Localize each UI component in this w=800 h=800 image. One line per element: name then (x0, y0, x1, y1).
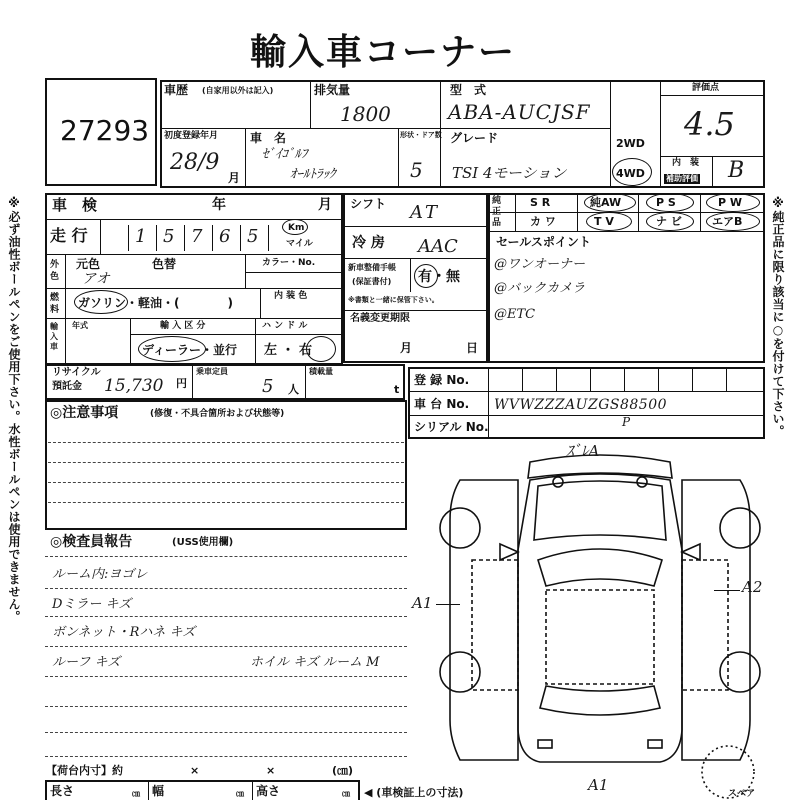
inspector-title: ◎検査員報告 (50, 534, 133, 550)
name-change-month: 月 (400, 341, 413, 355)
mirror-right (682, 544, 700, 560)
wheel-rear-right (720, 652, 760, 692)
roof (546, 590, 654, 684)
option-airbag-circle (706, 212, 760, 231)
right-side (682, 480, 750, 760)
import-class-label: 輸 入 区 分 (160, 321, 206, 331)
left-side (450, 480, 518, 760)
left-door (472, 560, 518, 690)
car-name-line2: ｵｰﾙﾄﾗｯｸ (290, 167, 336, 182)
cargo-title: 【荷台内寸】約 (46, 764, 123, 777)
options-side-label: 純正品 (492, 196, 502, 228)
option-ps: P S (656, 196, 676, 209)
shift-label: シフト (350, 197, 387, 211)
wheel-front-right (720, 508, 760, 548)
cargo-length-cm: ㎝ (132, 789, 140, 798)
cargo-note: ◀ (車検証上の寸法) (364, 786, 464, 799)
displacement-value: 1800 (340, 102, 391, 126)
fuel-side-label: 燃料 (50, 293, 60, 315)
model-value: ABA-AUCJSF (448, 100, 591, 124)
shaken-year: 年 (212, 197, 226, 213)
displacement-label: 排気量 (314, 83, 351, 97)
import-class-value: ディーラー・並行 (142, 343, 238, 357)
color-value: アオ (82, 271, 110, 287)
doors-label: 形状・ドア数 (400, 131, 442, 139)
handle-right-circle (306, 336, 336, 362)
option-ps-circle (646, 193, 694, 212)
cargo-height-label: 高さ (256, 784, 281, 798)
mile-label: マイル (286, 239, 313, 249)
mileage-label: 走 行 (50, 226, 88, 245)
model-label: 型 式 (450, 83, 487, 97)
right-side-note: ※純正品に限り該当に○を付けて下さい。 (771, 196, 785, 438)
chassis-no-value: WVWZZZAUZGS88500 (494, 397, 668, 413)
interior-label: 内 装 (672, 158, 700, 168)
interior-sub: 補助評価 (666, 174, 698, 183)
sales-point-3: @ETC (494, 307, 536, 322)
km-circle (282, 219, 308, 235)
import-dealer-circle (138, 336, 206, 362)
cargo-height-cm: ㎝ (342, 789, 350, 798)
history-label: 車歴 (164, 83, 189, 97)
spare-label: スペア (728, 789, 756, 799)
mileage-digit-5: 5 (247, 226, 259, 247)
option-pw: P W (718, 196, 743, 209)
cargo-width-cm: ㎝ (236, 789, 244, 798)
manual-yes-circle (414, 264, 438, 288)
rear-damage-mark: A1 (588, 776, 609, 794)
inspector-line-4: ルーフ キズ (52, 655, 121, 670)
sales-point-2: @バックカメラ (494, 281, 586, 296)
first-reg-value: 28/9 (170, 150, 220, 175)
manual-note: ※書類と一緒に保管下さい。 (348, 296, 439, 304)
rating-value: 4.5 (684, 105, 735, 143)
chassis-no-label: 車 台 No. (414, 397, 470, 411)
grade-label: グレード (450, 131, 499, 145)
left-damage-mark: A1 (412, 594, 433, 612)
car-body (518, 474, 682, 762)
grade-value: TSI 4モーション (452, 164, 567, 182)
ac-label: 冷 房 (352, 235, 385, 251)
car-diagram (420, 440, 780, 800)
cargo-times-1: × (190, 764, 200, 777)
manual-options: 有・無 (418, 269, 460, 285)
capacity-value: 5 (262, 376, 274, 397)
color-repaint-label: 色替 (152, 257, 177, 271)
wheel-rear-left (440, 652, 480, 692)
mileage-digit-1: 1 (135, 226, 147, 247)
km-label: Km (288, 223, 305, 233)
inspector-line-1: ルーム内:ヨゴレ (52, 567, 148, 582)
recycle-label1: リサイクル (52, 367, 101, 378)
left-side-note: ※必ず油性ボールペンをご使用下さい。水性ボールペンは使用できません。 (7, 196, 21, 623)
capacity-label: 乗車定員 (196, 367, 228, 376)
sales-points-label: セールスポイント (496, 235, 591, 249)
option-navi: ナ ビ (656, 215, 682, 228)
option-leather: カ ワ (530, 215, 556, 228)
handle-value: 左 ・ 右 (264, 343, 313, 358)
headlight-right (637, 477, 647, 487)
option-navi-circle (646, 212, 694, 231)
recycle-label2: 預託金 (52, 381, 82, 392)
notes-subtitle: (修復・不具合箇所および状態等) (150, 409, 285, 419)
rear-window (540, 686, 660, 715)
option-tv: T V (594, 215, 614, 228)
page-title: 輸入車コーナー (250, 32, 517, 73)
left-damage-arrow (436, 604, 460, 605)
recycle-value: 15,730 (104, 376, 164, 396)
manual-label1: 新車整備手帳 (348, 263, 396, 272)
wheel-front-left (440, 508, 480, 548)
hood (534, 481, 666, 540)
inspector-line-5: ホイル キズ ルーム M (250, 655, 380, 670)
recycle-yen: 円 (176, 377, 187, 390)
mirror-left (500, 544, 518, 560)
cargo-grid (45, 780, 360, 800)
drive-2wd: 2WD (616, 137, 645, 150)
car-name-line1: ｾﾞｲｺﾞﾙﾌ (262, 147, 308, 162)
inspector-subtitle: (USS使用欄) (172, 537, 234, 548)
load-label: 積載量 (309, 367, 333, 376)
rear-light-right (648, 740, 662, 748)
rear-light-left (538, 740, 552, 748)
name-change-label: 名義変更期限 (350, 313, 410, 324)
color-original-label: 元色 (76, 257, 101, 271)
right-damage-arrow (714, 590, 740, 591)
shaken-label: 車 検 (52, 196, 98, 214)
cargo-times-2: × (266, 764, 276, 777)
windshield (538, 549, 662, 586)
first-reg-month: 月 (228, 171, 241, 185)
mileage-digit-3: 7 (191, 226, 203, 247)
cargo-length-label: 長さ (50, 784, 75, 798)
fuel-options: ガソリン・軽油・( ) (78, 296, 233, 310)
rating-label: 評価点 (692, 83, 720, 93)
handle-label: ハ ン ド ル (262, 321, 308, 331)
option-tv-circle (586, 212, 632, 231)
interior-color-label: 内 装 色 (274, 291, 308, 301)
doors-value: 5 (410, 158, 423, 182)
headlight-left (553, 477, 563, 487)
color-no-label: カラー・No. (262, 258, 316, 268)
load-unit: t (394, 383, 400, 396)
option-pw-circle (706, 193, 760, 212)
drive-4wd: 4WD (616, 167, 645, 180)
cargo-width-label: 幅 (152, 784, 165, 798)
serial-no-label: シリアル No. (414, 420, 489, 434)
inspector-line-2: Dミラー キズ (52, 597, 132, 612)
chassis-mark: P (622, 415, 631, 429)
import-year-label: 年式 (72, 321, 88, 330)
history-note: (自家用以外は記入) (202, 86, 274, 95)
mileage-digit-4: 6 (219, 226, 231, 247)
option-aw: 純AW (590, 196, 622, 209)
color-side-label: 外色 (50, 260, 60, 282)
first-reg-label: 初度登録年月 (164, 131, 219, 141)
option-sr: S R (530, 196, 551, 209)
car-name-label: 車 名 (250, 131, 287, 145)
capacity-unit: 人 (288, 383, 299, 396)
name-change-day: 日 (466, 341, 479, 355)
cargo-cm-unit: (㎝) (332, 764, 354, 777)
fuel-gasoline-circle (74, 290, 128, 314)
option-airbag: エアB (712, 215, 743, 228)
import-side-label: 輸入車 (50, 322, 58, 351)
front-damage-mark: ｽﾞﾚA (566, 442, 600, 460)
mileage-digit-2: 5 (163, 226, 175, 247)
lot-number: 27293 (60, 114, 150, 147)
right-door (682, 560, 728, 690)
interior-value: B (728, 158, 745, 183)
option-aw-circle (584, 193, 636, 212)
manual-label2: (保証書付) (352, 277, 392, 286)
sales-point-1: @ワンオーナー (494, 257, 586, 272)
ac-value: AAC (418, 236, 458, 257)
right-damage-mark: A2 (742, 578, 763, 596)
shift-value: AT (410, 202, 441, 223)
notes-title: ◎注意事項 (50, 405, 119, 421)
reg-no-label: 登 録 No. (414, 373, 470, 387)
drive-4wd-circle (612, 158, 652, 186)
inspector-line-3: ボンネット・Rハネ キズ (52, 625, 196, 640)
shaken-month: 月 (318, 197, 332, 213)
